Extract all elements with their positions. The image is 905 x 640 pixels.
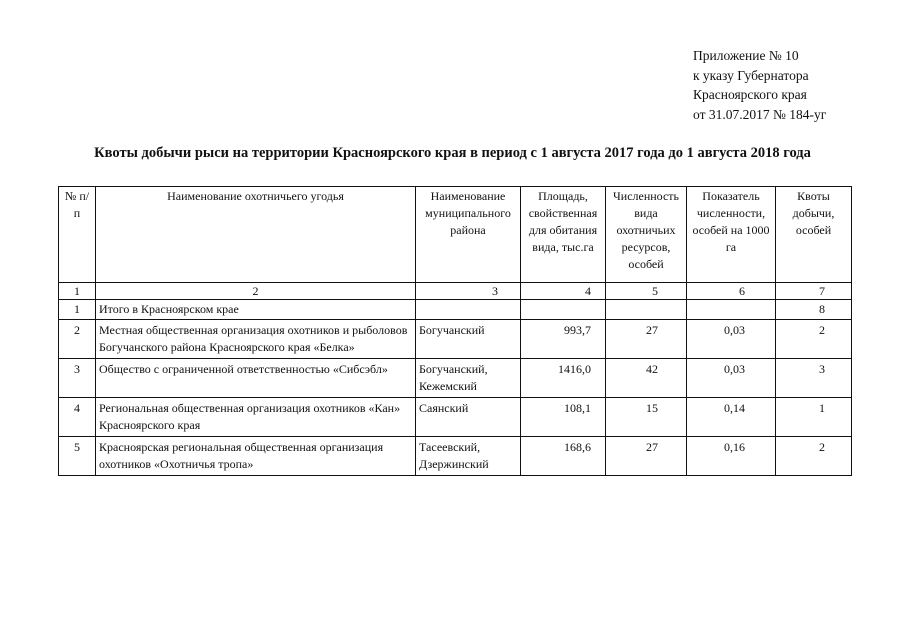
row-name: Местная общественная организация охотников и рыболовов Богучанского района Красноярского края «Белка»: [96, 320, 416, 359]
quota-table: [58, 186, 852, 476]
header-indicator: Показатель численности, особей на 1000 га: [687, 187, 776, 283]
row-indicator: 0,14: [687, 398, 776, 437]
row-name: Красноярская региональная общественная организация охотников «Охотничья тропа»: [96, 437, 416, 476]
row-num: 2: [59, 320, 96, 359]
row-municipality: Богучанский: [416, 320, 521, 359]
row-quota: 2: [776, 320, 852, 359]
row-municipality: Богучанский, Кежемский: [416, 359, 521, 398]
column-number: 4: [521, 283, 606, 300]
column-number: 1: [59, 283, 96, 300]
row-indicator: 0,03: [687, 359, 776, 398]
row-name: Общество с ограниченной ответственностью «Сибсэбл»: [96, 359, 416, 398]
header-row: [59, 187, 852, 283]
row-area: 993,7: [521, 320, 606, 359]
row-quota: 1: [776, 398, 852, 437]
row-num: 5: [59, 437, 96, 476]
row-count: 27: [606, 320, 687, 359]
header-quota: Квоты добычи, особей: [776, 187, 852, 283]
table-row: [59, 359, 852, 398]
column-number: 5: [606, 283, 687, 300]
header-name: Наименование охотничьего угодья: [96, 187, 416, 283]
column-number: 2: [96, 283, 416, 300]
row-indicator: 0,16: [687, 437, 776, 476]
row-municipality: Саянский: [416, 398, 521, 437]
table-row: [59, 320, 852, 359]
row-count: [606, 300, 687, 320]
row-num: 3: [59, 359, 96, 398]
document-title: Квоты добычи рыси на территории Красноярского края в период с 1 августа 2017 года до 1 августа 2018 года: [94, 145, 811, 161]
header-municipality: Наименование муниципального района: [416, 187, 521, 283]
row-count: 27: [606, 437, 687, 476]
annex-line: Красноярского края: [693, 87, 807, 102]
row-quota: 8: [776, 300, 852, 320]
column-number-row: [59, 283, 852, 300]
row-name: Итого в Красноярском крае: [96, 300, 416, 320]
row-municipality: [416, 300, 521, 320]
row-name: Региональная общественная организация охотников «Кан» Красноярского края: [96, 398, 416, 437]
annex-line: от 31.07.2017 № 184-уг: [693, 106, 827, 122]
row-quota: 2: [776, 437, 852, 476]
row-area: 1416,0: [521, 359, 606, 398]
row-indicator: 0,03: [687, 320, 776, 359]
table-row: [59, 398, 852, 437]
row-num: 4: [59, 398, 96, 437]
row-area: [521, 300, 606, 320]
header-num: № п/п: [59, 187, 96, 283]
column-number: 3: [416, 283, 521, 300]
table-row: [59, 437, 852, 476]
row-count: 15: [606, 398, 687, 437]
row-municipality: Тасеевский, Дзержинский: [416, 437, 521, 476]
annex-line: к указу Губернатора: [693, 67, 809, 83]
annex-block: [693, 46, 826, 124]
row-count: 42: [606, 359, 687, 398]
column-number: 6: [687, 283, 776, 300]
annex-line: Приложение № 10: [693, 48, 799, 63]
row-area: 108,1: [521, 398, 606, 437]
row-area: 168,6: [521, 437, 606, 476]
row-quota: 3: [776, 359, 852, 398]
header-count: Численность вида охотничьих ресурсов, особей: [606, 187, 687, 283]
header-area: Площадь, свойственная для обитания вида, тыс.га: [521, 187, 606, 283]
row-num: 1: [59, 300, 96, 320]
total-row: [59, 300, 852, 320]
row-indicator: [687, 300, 776, 320]
column-number: 7: [776, 283, 852, 300]
